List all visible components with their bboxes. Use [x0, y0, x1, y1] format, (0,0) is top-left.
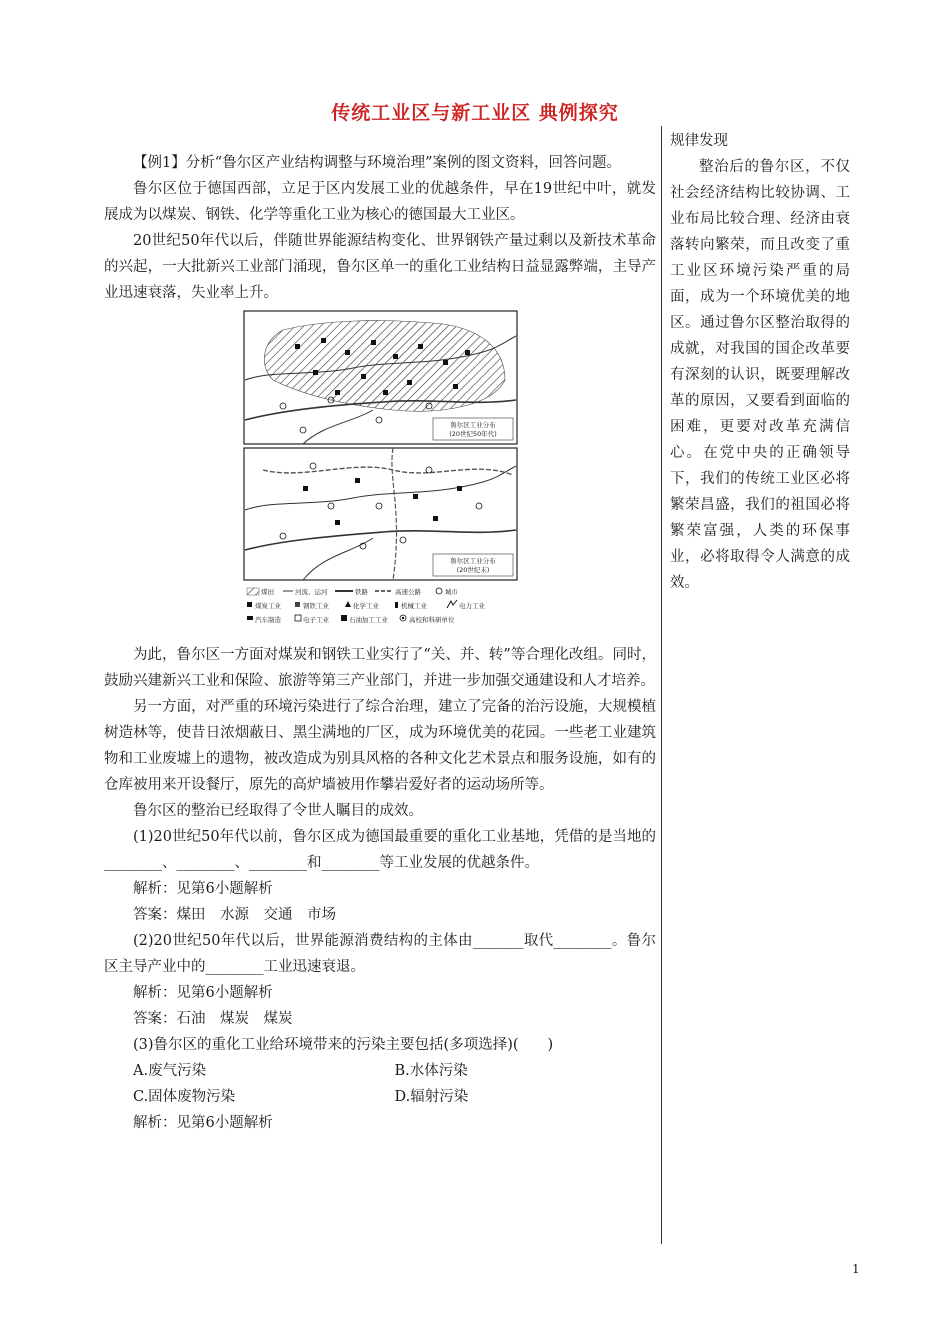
question-2-answer: 答案：石油 煤炭 煤炭: [133, 1011, 293, 1027]
legend-petroleum: 石油加工工业: [348, 616, 388, 624]
legend-power-industry: 电力工业: [458, 602, 485, 610]
map-legend: [247, 587, 486, 624]
option-b: B.水体污染: [394, 1063, 468, 1079]
example-intro: 【例1】分析“鲁尔区产业结构调整与环境治理”案例的图文资料，回答问题。: [133, 155, 622, 171]
legend-railway: 铁路: [354, 588, 368, 596]
paragraph-2: 20世纪50年代以后，伴随世界能源结构变化、世界钢铁产量过剩以及新技术革命的兴起，一大批新兴工业部门涌现，鲁尔区单一的重化工业结构日益显露弊端，主导产业迅速衰落，失业率上升。: [104, 233, 656, 301]
legend-highway: 高速公路: [394, 588, 421, 596]
column-divider: [661, 126, 662, 1244]
map-1950s: [244, 311, 517, 444]
map-late-20th-century: [244, 448, 517, 580]
question-2-analysis: 解析：见第6小题解析: [133, 985, 273, 1001]
paragraph-3: 为此，鲁尔区一方面对煤炭和钢铁工业实行了“关、并、转”等合理化改组。同时，鼓励兴建新兴工业和保险、旅游等第三产业部门，并进一步加强交通建设和人才培养。: [104, 647, 656, 689]
question-3-analysis: 解析：见第6小题解析: [133, 1115, 273, 1131]
question-1-analysis: 解析：见第6小题解析: [133, 881, 273, 897]
legend-river: 河流、运河: [294, 588, 327, 596]
question-3: (3)鲁尔区的重化工业给环境带来的污染主要包括(多项选择)( ): [133, 1037, 554, 1053]
map1-caption-line2: (20世纪50年代): [448, 430, 497, 438]
legend-coal-industry: 煤炭工业: [254, 602, 281, 610]
page-title: 传统工业区与新工业区 典例探究: [331, 102, 619, 124]
option-d: D.辐射污染: [394, 1089, 469, 1105]
legend-coalfield: 煤田: [260, 588, 274, 596]
paragraph-5: 鲁尔区的整治已经取得了令世人瞩目的成效。: [133, 803, 423, 819]
legend-electronics: 电子工业: [302, 616, 329, 624]
paragraph-4: 另一方面，对严重的环境污染进行了综合治理，建立了完备的治污设施，大规模植树造林等，使昔日浓烟蔽日、黑尘满地的厂区，成为环境优美的花园。一些老工业建筑物和工业废墟上的遗物，被改造成为别具风格的各种文化艺术景点和服务设施，如有的仓库被用来开设餐厅，原先的高炉墙被用作攀岩爱好者的运动场所等。: [104, 699, 656, 793]
side-column: [670, 128, 850, 596]
question-1-answer: 答案：煤田 水源 交通 市场: [133, 907, 336, 923]
legend-steel-industry: 钢铁工业: [302, 602, 329, 610]
option-c: C.固体废物污染: [133, 1089, 236, 1105]
map2-caption-line1: 鲁尔区工业分布: [449, 557, 496, 565]
question-3-options-row-1: [104, 1058, 656, 1084]
legend-city: 城市: [444, 588, 458, 596]
ruhr-industry-map-figure: [243, 310, 518, 636]
paragraph-1: 鲁尔区位于德国西部，立足于区内发展工业的优越条件，早在19世纪中叶，就发展成为以煤炭、钢铁、化学等重化工业为核心的德国最大工业区。: [104, 181, 656, 223]
side-body: 整治后的鲁尔区，不仅社会经济结构比较协调、工业布局比较合理、经济由衰落转向繁荣，而且改变了重工业区环境污染严重的局面，成为一个环境优美的地区。通过鲁尔区整治取得的成就，对我国的国企改革要有深刻的认识，既要理解改革的原因，又要看到面临的困难，更要对改革充满信心。在党中央的正确领导下，我们的传统工业区必将繁荣昌盛，我们的祖国必将繁荣富强，人类的环保事业，必将取得令人满意的成效。: [670, 159, 850, 591]
legend-universities: 高校和科研单位: [408, 616, 454, 624]
side-heading: 规律发现: [670, 133, 728, 149]
map2-caption-line2: (20世纪末): [456, 566, 489, 574]
legend-automobile: 汽车制造: [254, 616, 281, 624]
main-column: [104, 150, 656, 1136]
legend-machinery-industry: 机械工业: [400, 602, 427, 610]
question-3-options-row-2: [104, 1084, 656, 1110]
map1-caption-line1: 鲁尔区工业分布: [449, 421, 496, 429]
page-number: 1: [852, 1262, 860, 1276]
legend-chemical-industry: 化学工业: [352, 602, 379, 610]
question-1: (1)20世纪50年代以前，鲁尔区成为德国最重要的重化工业基地，凭借的是当地的________、________、________和________等工业发展的优越条件。: [104, 829, 656, 871]
option-a: A.废气污染: [133, 1063, 207, 1079]
question-2: (2)20世纪50年代以后，世界能源消费结构的主体由_______取代________。鲁尔区主导产业中的________工业迅速衰退。: [104, 933, 656, 975]
